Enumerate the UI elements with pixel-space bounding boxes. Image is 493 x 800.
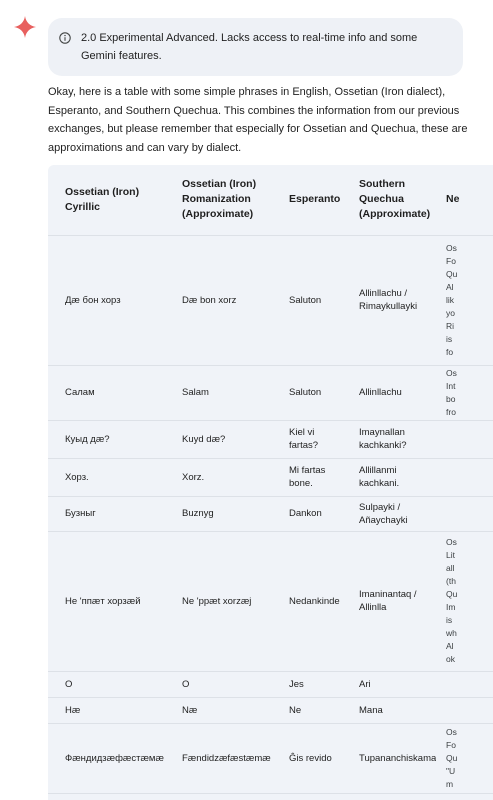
table-cell: Ne [272,697,342,723]
table-cell: Xorz. [165,458,272,496]
table-cell: Kiel vi fartas? [272,420,342,458]
table-cell: Хорз. [48,458,165,496]
table-cell: Fændidzæfæstæmæ [165,723,272,793]
table-cell: Saluton [272,235,342,365]
table-cell-notes: Os Lit all (th Qu Im is wh Al ok [436,531,493,671]
table-body [48,235,493,793]
table-cell: Dankon [272,496,342,531]
table-cell: Saluton [272,365,342,420]
table-cell: Бузныг [48,496,165,531]
table-cell: Salam [165,365,272,420]
gemini-sparkle-icon [14,16,36,38]
table-cell: Mana [342,697,436,723]
table-cell-notes: Os Int bo fro [436,365,493,420]
column-header: Southern Quechua (Approximate) [342,165,436,235]
table-cell: О [48,671,165,697]
table-cell-notes [436,420,493,458]
table-row [48,458,493,496]
table-cell: Ari [342,671,436,697]
response-intro-paragraph: Okay, here is a table with some simple phrases in English, Ossetian (Iron dialect), Esperanto, and Southern Quechua. This combines the information from our previous exchanges, but please remember that especially for Ossetian and Quechua, these are approximations and can vary by dialect. [48,86,468,154]
table-cell: Ĝis revido [272,723,342,793]
table-cell: Sulpayki / Añaychayki [342,496,436,531]
table-row [48,496,493,531]
table-cell: Mi fartas bone. [272,458,342,496]
table-cell: Нæ [48,697,165,723]
table-row [48,697,493,723]
table-cell: Jes [272,671,342,697]
table-row [48,531,493,671]
table-cell: Фæндидзæфæстæмæ [48,723,165,793]
table-header-row [48,165,493,235]
table-cell: Kuyd dæ? [165,420,272,458]
table-cell-notes: Os Fo Qu Al lik yo Ri is fo [436,235,493,365]
table-cell: O [165,671,272,697]
column-header: Ossetian (Iron) Cyrillic [48,165,165,235]
table-cell: Не 'ппæт хорзæй [48,531,165,671]
table-cell: Imaninantaq / Allinlla [342,531,436,671]
column-header: Ne [436,165,493,235]
table-cell: Дæ бон хорз [48,235,165,365]
table-row [48,235,493,365]
notice-text: 2.0 Experimental Advanced. Lacks access to real-time info and some Gemini features. [81,32,418,62]
table-cell-notes [436,496,493,531]
table-cell: Nedankinde [272,531,342,671]
table-cell: Allinllachu [342,365,436,420]
table-cell-notes: Os Fo Qu "U m [436,723,493,793]
column-header: Esperanto [272,165,342,235]
table-cell-notes [436,697,493,723]
table-cell: Dæ bon xorz [165,235,272,365]
column-header: Ossetian (Iron) Romanization (Approximate) [165,165,272,235]
table-row [48,420,493,458]
table-cell: Tupananchiskama [342,723,436,793]
table-cell-notes [436,458,493,496]
phrase-table [48,165,493,794]
table-cell-notes [436,671,493,697]
table-cell: Ne 'ppæt xorzæj [165,531,272,671]
table-cell: Allinllachu / Rimaykullayki [342,235,436,365]
table-cell: Allillanmi kachkani. [342,458,436,496]
table-row [48,365,493,420]
table-cell: Imaynallan kachkanki? [342,420,436,458]
info-icon [59,32,71,44]
table-row [48,671,493,697]
table-cell: Куыд дæ? [48,420,165,458]
table-cell: Næ [165,697,272,723]
table-cell: Салам [48,365,165,420]
table-cell: Buznyg [165,496,272,531]
phrase-table-container[interactable] [48,165,493,800]
table-row [48,723,493,793]
model-notice-banner [48,18,463,76]
